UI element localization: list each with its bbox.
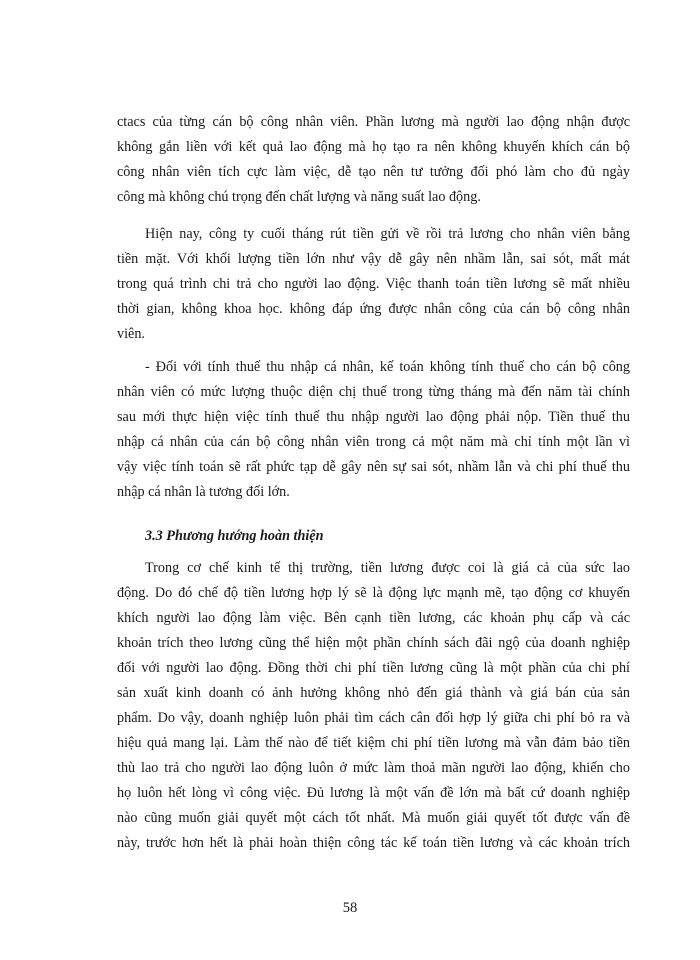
paragraph-4 bbox=[117, 556, 630, 856]
paragraph-line: Trong cơ chế kinh tế thị trường, tiền lương được coi là giá cả của sức lao bbox=[145, 560, 630, 576]
paragraph-line: không gắn liền với kết quả lao động mà họ tạo ra nên không khuyến khích cán bộ bbox=[117, 139, 630, 155]
paragraph-line: nào cũng muốn giải quyết một cách tốt nhất. Mà muốn giải quyết tốt được vấn đề bbox=[117, 810, 630, 826]
paragraph-1 bbox=[117, 110, 630, 210]
paragraph-3 bbox=[117, 355, 630, 505]
paragraph-line: trong quá trình chi trả cho người lao động. Việc thanh toán tiền lương sẽ mất nhiều bbox=[117, 276, 630, 292]
paragraph-line: phẩm. Do vậy, doanh nghiệp luôn phải tìm cách cân đối hợp lý giữa chi phí bỏ ra và bbox=[117, 710, 630, 726]
paragraph-2 bbox=[117, 222, 630, 347]
paragraph-line: khoản trích theo lương cũng thể hiện một phần chính sách đãi ngộ của doanh nghiệp bbox=[117, 635, 630, 651]
paragraph-line: thù lao trả cho người lao động luôn ở mức làm thoả mãn người lao động, khiến cho bbox=[117, 760, 630, 776]
section-heading: 3.3 Phương hướng hoàn thiện bbox=[145, 528, 324, 544]
paragraph-line: họ luôn hết lòng vì công việc. Đủ lương là một vấn đề lớn mà bất cứ doanh nghiệp bbox=[117, 785, 630, 801]
paragraph-line: đối với người lao động. Đồng thời chi phí tiền lương cũng là một phần của chi phí bbox=[117, 660, 630, 676]
paragraph-line: sau mới thực hiện việc tính thuế thu nhập người lao động phải nộp. Tiền thuế thu bbox=[117, 409, 630, 425]
paragraph-line: nhập cá nhân của cán bộ công nhân viên trong cả một năm mà chỉ tính một lần vì bbox=[117, 434, 630, 450]
paragraph-line: tiền mặt. Với khối lượng tiền lớn như vậy dễ gây nên nhầm lẫn, sai sót, mất mát bbox=[117, 251, 630, 267]
paragraph-line: Hiện nay, công ty cuối tháng rút tiền gửi về rồi trả lương cho nhân viên bằng bbox=[145, 226, 630, 242]
paragraph-line: ctacs của từng cán bộ công nhân viên. Phần lương mà người lao động nhận được bbox=[117, 114, 630, 130]
paragraph-line: - Đối với tính thuế thu nhập cá nhân, kế toán không tính thuế cho cán bộ công bbox=[145, 359, 630, 375]
page-number: 58 bbox=[342, 900, 358, 916]
paragraph-line: thời gian, không khoa học. không đáp ứng được nhân công của cán bộ công nhân bbox=[117, 301, 630, 317]
paragraph-line: sản xuất kinh doanh có ảnh hưởng không nhỏ đến giá thành và giá bán của sản bbox=[117, 685, 630, 701]
paragraph-line: nhập cá nhân là tương đối lớn. bbox=[117, 484, 290, 500]
paragraph-line: động. Do đó chế độ tiền lương hợp lý sẽ là động lực mạnh mẽ, tạo động cơ khuyến bbox=[117, 585, 630, 601]
paragraph-line: này, trước hơn hết là phải hoàn thiện công tác kế toán tiền lương và các khoản trích bbox=[117, 835, 630, 851]
paragraph-line: công mà không chú trọng đến chất lượng và năng suất lao động. bbox=[117, 189, 481, 205]
paragraph-line: viên. bbox=[117, 326, 145, 342]
paragraph-line: khích người lao động làm việc. Bên cạnh tiền lương, các khoản phụ cấp và các bbox=[117, 610, 630, 626]
paragraph-line: hiệu quả mang lại. Làm thế nào để tiết kiệm chi phí tiền lương mà vẫn đảm bảo tiền bbox=[117, 735, 630, 751]
paragraph-line: vậy việc tính toán sẽ rất phức tạp dễ gây nên sự sai sót, nhầm lẫn và chi phí thuế thu bbox=[117, 459, 630, 475]
paragraph-line: nhân viên có mức lượng thuộc diện chị thuế trong từng tháng mà đến năm tài chính bbox=[117, 384, 630, 400]
paragraph-line: công nhân viên tích cực làm việc, dễ tạo nên tư tưởng đối phó làm cho đủ ngày bbox=[117, 164, 630, 180]
